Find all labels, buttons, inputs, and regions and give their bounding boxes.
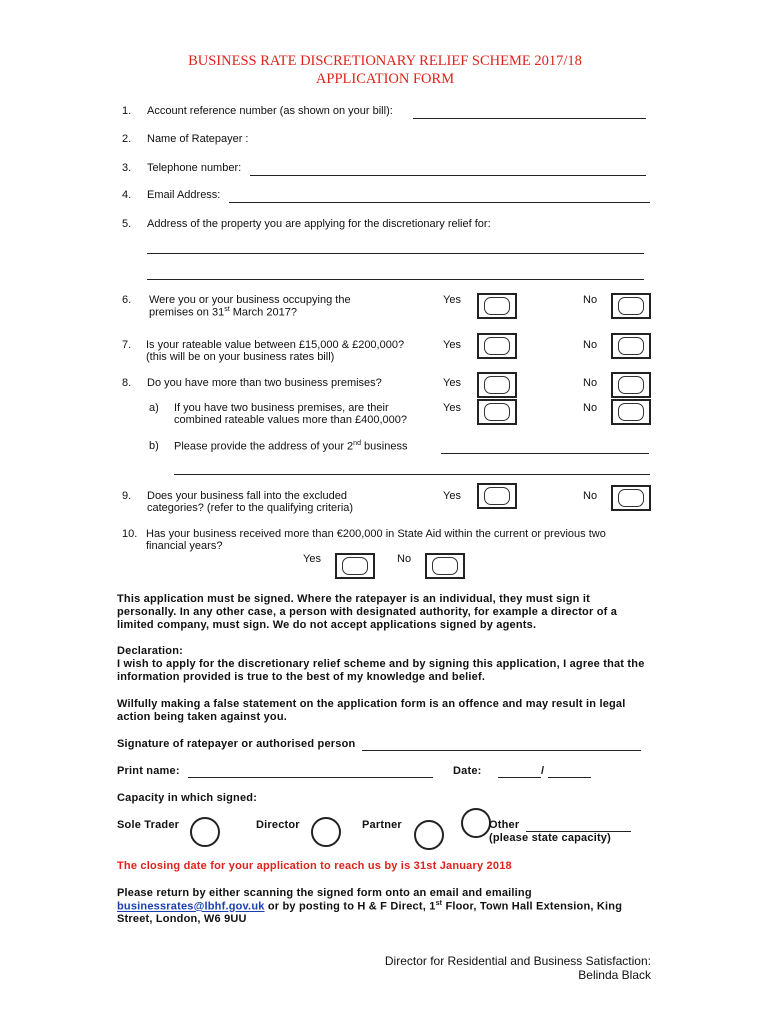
notice-line-3: limited company, must sign. We do not accept applications signed by agents. [117,619,537,631]
q10-yes-checkbox[interactable] [335,553,375,579]
capacity-label: Capacity in which signed: [117,792,258,804]
q8a-label-line1: If you have two business premises, are their [174,402,389,414]
q8-yes-label: Yes [443,377,461,389]
q10-number: 10. [122,528,138,540]
q8a-no-label: No [583,402,598,414]
property-address-line-2[interactable] [147,279,644,280]
property-address-line-1[interactable] [147,253,644,254]
signature-field[interactable] [362,750,641,751]
partner-radio[interactable] [414,820,444,850]
q1-label: Account reference number (as shown on your bill): [147,105,393,117]
q9-number: 9. [122,490,132,502]
footer-role: Director for Residential and Business Satisfaction: [384,954,651,968]
return-line-2: businessrates@lbhf.gov.uk or by posting to H & F Direct, 1st Floor, Town Hall Extension, King [117,900,623,913]
q10-yes-label: Yes [303,553,321,565]
form-title: BUSINESS RATE DISCRETIONARY RELIEF SCHEME 2017/18 [188,53,582,69]
q6-yes-checkbox[interactable] [477,293,517,319]
other-capacity-note: (please state capacity) [489,832,611,844]
q9-no-label: No [583,490,598,502]
q10-no-checkbox[interactable] [425,553,465,579]
q3-label: Telephone number: [147,162,242,174]
partner-label: Partner [362,819,402,831]
q9-yes-checkbox[interactable] [477,483,517,509]
q7-no-checkbox[interactable] [611,333,651,359]
notice-line-1: This application must be signed. Where the ratepayer is an individual, they must sign it [117,593,590,605]
q3-number: 3. [122,162,132,174]
q7-no-label: No [583,339,598,351]
q8-no-checkbox[interactable] [611,372,651,398]
print-name-label: Print name: [117,765,180,777]
q8-number: 8. [122,377,132,389]
ratepayer-name-field[interactable] [275,130,645,146]
email-field[interactable] [229,202,650,203]
q8a-label-line2: combined rateable values more than £400,000? [174,414,407,426]
q2-label: Name of Ratepayer : [147,133,249,145]
q8b-marker: b) [149,440,159,452]
q9-label-line2: categories? (refer to the qualifying criteria) [147,502,354,514]
q5-number: 5. [122,218,132,230]
q6-number: 6. [122,294,132,306]
director-label: Director [256,819,300,831]
date-separator: / [541,765,545,777]
q4-number: 4. [122,189,132,201]
declaration-line-2: information provided is true to the best of my knowledge and belief. [117,671,486,683]
other-radio[interactable] [461,808,491,838]
email-link[interactable]: businessrates@lbhf.gov.uk [117,900,265,913]
q9-yes-label: Yes [443,490,461,502]
q8-label: Do you have more than two business premises? [147,377,382,389]
warning-line-1: Wilfully making a false statement on the application form is an offence and may result in legal [117,698,626,710]
account-reference-field[interactable] [413,118,646,119]
declaration-heading: Declaration: [117,645,183,657]
q8a-marker: a) [149,402,159,414]
q8a-yes-label: Yes [443,402,461,414]
q10-label-line1: Has your business received more than €200,000 in State Aid within the current or previous two [146,528,606,540]
q6-no-checkbox[interactable] [611,293,651,319]
q6-label-line1: Were you or your business occupying the [149,294,351,306]
sole-trader-label: Sole Trader [117,819,180,831]
sole-trader-radio[interactable] [190,817,220,847]
date-part-2-field[interactable] [548,777,591,778]
q8-no-label: No [583,377,598,389]
return-line-3: Street, London, W6 9UU [117,913,247,925]
q6-yes-label: Yes [443,294,461,306]
q6-label-line2: premises on 31st March 2017? [149,306,297,319]
q9-label-line1: Does your business fall into the excluded [147,490,347,502]
second-business-address-line-2[interactable] [174,474,650,475]
footer-name: Belinda Black [578,968,651,982]
print-name-field[interactable] [188,777,433,778]
q8a-no-checkbox[interactable] [611,399,651,425]
second-business-address-line-1[interactable] [441,453,649,454]
director-radio[interactable] [311,817,341,847]
q1-number: 1. [122,105,132,117]
date-part-1-field[interactable] [498,777,541,778]
q8a-yes-checkbox[interactable] [477,399,517,425]
notice-line-2: personally. In any other case, a person with designated authority, for example a director of a [117,606,618,618]
declaration-line-1: I wish to apply for the discretionary relief scheme and by signing this application, I agree that the [117,658,645,670]
q6-no-label: No [583,294,598,306]
signature-label: Signature of ratepayer or authorised person [117,738,356,750]
warning-line-2: action being taken against you. [117,711,288,723]
q7-label-line1: Is your rateable value between £15,000 & £200,000? [146,339,405,351]
q8-yes-checkbox[interactable] [477,372,517,398]
closing-date-notice: The closing date for your application to reach us by is 31st January 2018 [117,860,512,872]
q5-label: Address of the property you are applying for the discretionary relief for: [147,218,491,230]
q2-number: 2. [122,133,132,145]
q9-no-checkbox[interactable] [611,485,651,511]
date-label: Date: [453,765,482,777]
q7-label-line2: (this will be on your business rates bill) [146,351,335,363]
q10-no-label: No [397,553,412,565]
q7-number: 7. [122,339,132,351]
return-line-1: Please return by either scanning the signed form onto an email and emailing [117,887,532,899]
q8b-label: Please provide the address of your 2nd business [174,440,408,453]
q4-label: Email Address: [147,189,221,201]
q7-yes-label: Yes [443,339,461,351]
other-label: Other [489,819,520,831]
telephone-field[interactable] [250,175,646,176]
form-subtitle: APPLICATION FORM [315,71,455,87]
q10-label-line2: financial years? [146,540,223,552]
q7-yes-checkbox[interactable] [477,333,517,359]
